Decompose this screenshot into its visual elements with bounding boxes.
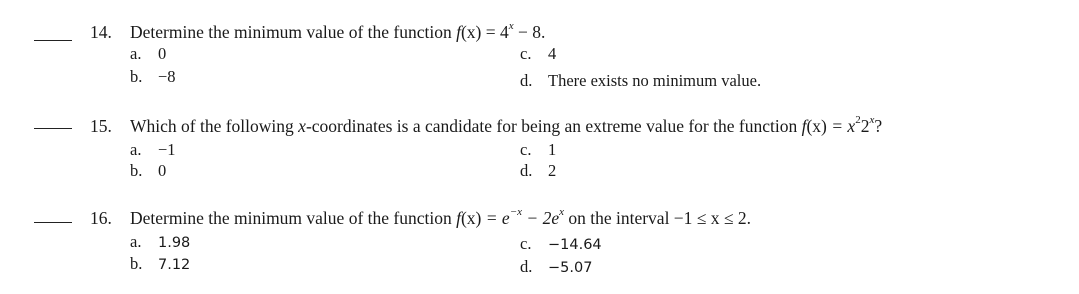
answer-blank[interactable] — [34, 40, 72, 41]
choice-c: c. 4 — [520, 44, 557, 63]
answer-blank[interactable] — [34, 128, 72, 129]
choice-c: c. −14.64 — [520, 234, 602, 253]
choice-d: d. −5.07 — [520, 257, 593, 276]
choice-b: b. 7.12 — [130, 254, 191, 273]
question-stem: 16. Determine the minimum value of the function $f(x) = e^{-x} - 2e^x$ on the interval −1 ≤ x ≤ 2. — [90, 206, 752, 228]
choice-a: a. 0 — [130, 44, 167, 63]
question-stem: 15. Which of the following x-coordinates is a candidate for being an extreme value for the function $f(x) = x^22^x$? — [90, 114, 883, 136]
choice-c: c. 1 — [520, 140, 557, 159]
choice-d: d. 2 — [520, 161, 557, 180]
choice-b: b. 0 — [130, 161, 167, 180]
choice-b: b. −8 — [130, 67, 176, 86]
question-number: 16. — [90, 208, 112, 228]
question-stem: 14. Determine the minimum value of the function $f(x) = 4^x - 8$. — [90, 20, 546, 42]
choice-a: a. 1.98 — [130, 232, 191, 251]
choice-d: d. There exists no minimum value. — [520, 71, 762, 90]
choice-a: a. −1 — [130, 140, 176, 159]
question-number: 15. — [90, 116, 112, 136]
answer-blank[interactable] — [34, 222, 72, 223]
question-number: 14. — [90, 22, 112, 42]
